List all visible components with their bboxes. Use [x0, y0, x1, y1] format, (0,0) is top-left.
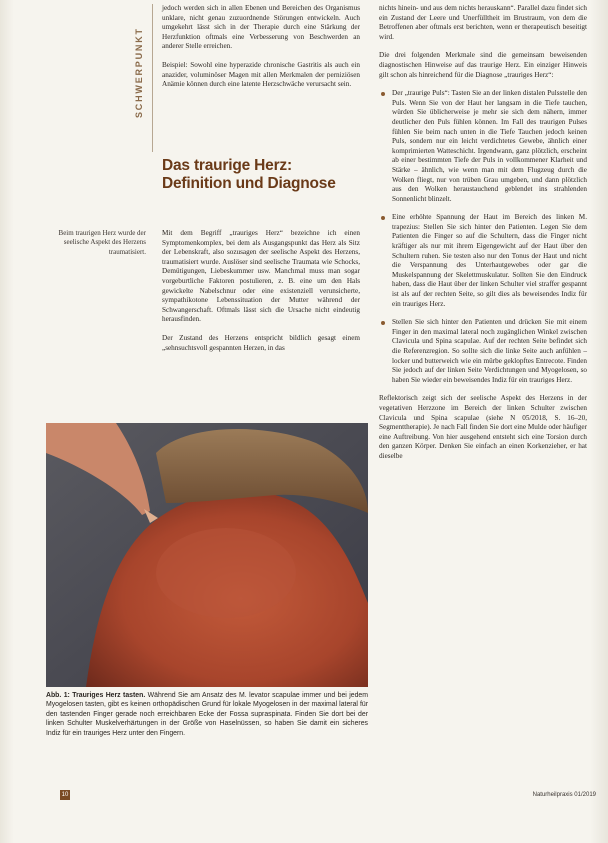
caption-label: Abb. 1: Trauriges Herz tasten. — [46, 692, 146, 699]
list-item: Der „traurige Puls“: Tasten Sie an der linken distalen Pulsstelle den Puls. Wenn Sie von der Haut her langsam in die Tiefe tauchen, würden Sie üblicherweise je mehr sie sich dem nähern, immer deutlicher den Puls fühlen können. Im Fall des traurigen Pulses fühlen Sie beim nach unten in die Tiefe Tauchen jedoch keinen Puls, sondern nur ein leicht verdichtetes Gewebe, ähnlich einer komprimierten Watteschicht. Irgendwann, ganz plötzlich, erscheint ab einer bestimmten Tiefe der Puls in vollkommener Klarheit und Stärke – ähnlich, wie wenn man mit dem Flugzeug durch die Wolken fliegt, nur von trüben Grau umgeben, und dann plötzlich aus den Wolken heraustauchend geblendet ins strahlenden Sonnenlicht blinzelt. — [379, 89, 587, 204]
bullet-icon — [381, 321, 385, 325]
paragraph: Beispiel: Sowohl eine hyperazide chronische Gastritis als auch ein anazider, voluminöser Magen mit allen Merkmalen der perniziösen Anämie können durch eine latente Herzschwäche verursacht sein. — [162, 60, 360, 89]
paragraph: Der Zustand des Herzens entspricht bildlich gesagt einem „sehnsuchtsvoll gespannten Herzen, in das — [162, 333, 360, 352]
paragraph: Die drei folgenden Merkmale sind die gemeinsam beweisenden diagnostischen Hinweise auf das traurige Herz. Ein einziger Hinweis gilt schon als hinreichend für die Diagnose „trauriges Herz“: — [379, 51, 587, 79]
page-number: 10 — [61, 792, 69, 798]
right-column — [379, 4, 587, 462]
section-label: SCHWERPUNKT — [134, 27, 144, 118]
margin-note: Beim traurigen Herz wurde der seelische Aspekt des Herzens traumatisiert. — [58, 229, 146, 256]
paragraph: Reflektorisch zeigt sich der seelische Aspekt des Herzens in der vegetativen Herzzone im Bereich der linken Schulter zwischen Clavicula und Spina scapulae (siehe N 05/2018, S. 16–20, Segmenttherapie). Je nach Fall finden Sie dort eine Mulde oder häufiger eine Auftreibung. Von hier ausgehend entsteht sich eine Torsion durch den ganzen Körper. Denken Sie einfach an einen Korkenzieher, er hat dieselbe — [379, 394, 587, 460]
paragraph: nichts hinein- und aus dem nichts herauskann“. Parallel dazu findet sich ein Zustand der Leere und Unerfülltheit im Brustraum, von dem die Betroffenen aber oftmals erst berichten, wenn er therapeutisch beseitigt wird. — [379, 4, 587, 41]
list-item: Eine erhöhte Spannung der Haut im Bereich des linken M. trapezius: Stellen Sie sich hinter den Patienten. Legen Sie dem Patienten die Finger so auf die Schultern, dass die Finger nicht kräftiger als nur mit ihrem Eigengewicht auf der Haut über den Schultern ruhen. Sie testen also nur den Tonus der Haut und nicht die Verspannung des Unterhautgewebes oder gar die Muskelspannung der Skelettmuskulatur. Sollten Sie den Eindruck haben, dass die Haut über der linken Schulter viel straffer gespannt ist als auf der rechten Seite, so gilt dies als beweisendes Indiz für ein trauriges Herz. — [379, 213, 587, 309]
list-item: Stellen Sie sich hinter den Patienten und drücken Sie mit einem Finger in den maximal lateral noch zugänglichen Winkel zwischen Clavicula und Spina scapulae. Auf der rechten Seite befindet sich die Referenzregion. So sollte sich die linke Seite auch anfühlen – locker und butterweich wie ein mürbe geklopftes Entrecote. Finden Sie jedoch auf der linken Seite Verdichtungen und Myogelosen, so haben Sie wieder ein beweisendes Indiz für ein trauriges Herz. — [379, 318, 587, 385]
left-column-lower — [162, 229, 360, 353]
footer-publication: Naturheilpraxis 01/2019 — [532, 792, 596, 798]
bullet-icon — [381, 216, 385, 220]
paragraph: Mit dem Begriff „trauriges Herz“ bezeichne ich einen Symptomenkomplex, bei dem als Ausgangspunkt das Herz als Sitz der Lebenskraft, also sozusagen der seelische Aspekt des Herzens, traumatisiert wurde. Auslöser sind seelische Traumata wie Schocks, Demütigungen, Liebeskummer usw. Manchmal muss man sogar vorgeburtliche Faktoren postulieren, z. B. eine um den Hals gewickelte Nabelschnur oder eine existenziell verunsicherte, sympathikotone Lebenssituation der Mutter während der Schwangerschaft. Oftmals lässt sich die Ursache nicht eindeutig herausfinden. — [162, 229, 360, 324]
section-divider — [152, 4, 153, 152]
diagnosis-list — [379, 89, 587, 385]
caption-text: Während Sie am Ansatz des M. levator scapulae immer und bei jedem Myogelosen tasten, gibt es keinen orthopädischen Grund für lokale Myogelosen in der maximal lateral für den tastenden Finger gerade noch erreichbaren Ecke der Fossa supraspinata. Finden Sie dort bei der linken Schulter Muskelverhärtungen in der Größe von Haselnüssen, so haben Sie damit ein sicheres Indiz für ein trauriges Herz unter den Fingern. — [46, 692, 368, 737]
figure-photo — [46, 423, 368, 687]
paragraph: jedoch werden sich in allen Ebenen und Bereichen des Organismus unklare, nicht genau zuzuordnende Störungen entwickeln. Auch umgekehrt lässt sich in der Therapie durch eine Stärkung der Herzfunktion oftmals eine Verbesserung von Beschwerden an anderer Stelle erreichen. — [162, 4, 360, 51]
shoulder-photo-illustration — [46, 423, 368, 687]
section-heading: Das traurige Herz: Definition und Diagnose — [162, 156, 336, 192]
figure-caption — [46, 691, 368, 738]
left-column — [162, 4, 360, 90]
bullet-icon — [381, 92, 385, 96]
